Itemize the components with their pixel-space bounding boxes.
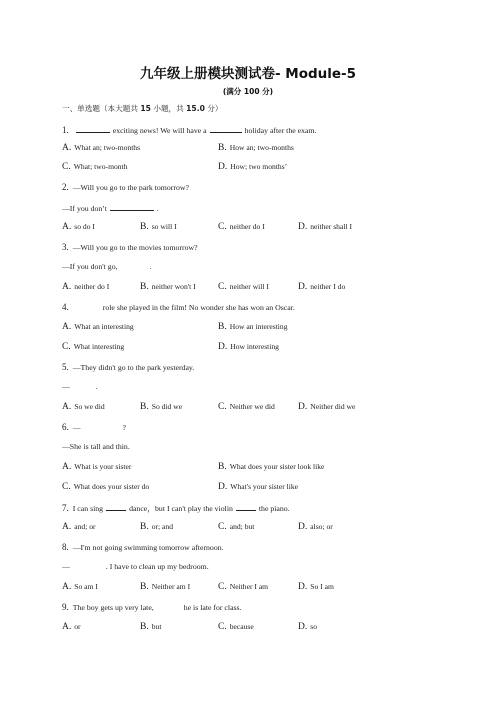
option-d[interactable] xyxy=(218,482,298,492)
question-text: —She is tall and thin. xyxy=(62,442,130,451)
option-b[interactable] xyxy=(140,222,177,232)
question-text: he is late for class. xyxy=(183,603,242,612)
option-text: Neither am I xyxy=(151,582,191,591)
option-text: or xyxy=(74,622,81,631)
question-4 xyxy=(62,302,295,313)
option-letter: B. xyxy=(218,462,227,472)
question-5-line2 xyxy=(62,382,98,392)
option-a[interactable] xyxy=(62,222,95,232)
option-d[interactable] xyxy=(298,402,355,412)
option-letter: D. xyxy=(298,402,308,412)
option-letter: D. xyxy=(218,162,228,172)
question-7 xyxy=(62,502,290,514)
option-letter: A. xyxy=(62,282,72,292)
question-text: dance，but I can't play the violin xyxy=(129,504,233,513)
option-letter: C. xyxy=(218,582,227,592)
question-6-line2 xyxy=(62,442,130,452)
answer-blank[interactable] xyxy=(106,502,126,511)
question-text: . xyxy=(149,262,152,271)
option-text: How interesting xyxy=(230,342,279,351)
question-number: 8. xyxy=(62,542,69,552)
answer-blank[interactable] xyxy=(76,124,110,133)
question-text: —If you don’t xyxy=(62,204,107,213)
option-text: because xyxy=(229,622,254,631)
option-letter: D. xyxy=(298,622,308,632)
option-c[interactable] xyxy=(62,482,149,492)
question-number: 4. xyxy=(62,302,69,312)
option-letter: A. xyxy=(62,143,72,153)
question-1 xyxy=(62,124,316,136)
section-prefix: 一、单选题（本大题共 xyxy=(62,104,141,113)
question-8-line2 xyxy=(62,562,209,572)
question-text: . I have to clean up my bedroom. xyxy=(105,562,209,571)
option-text: Neither I am xyxy=(229,582,269,591)
question-number: 9. xyxy=(62,602,69,612)
option-letter: A. xyxy=(62,622,72,632)
option-letter: C. xyxy=(218,522,227,532)
option-letter: D. xyxy=(218,482,228,492)
option-text: neither won't I xyxy=(151,282,196,291)
question-2-line2 xyxy=(62,202,159,214)
option-c[interactable] xyxy=(218,402,275,412)
question-3 xyxy=(62,242,198,253)
option-b[interactable] xyxy=(140,522,173,532)
option-letter: C. xyxy=(218,622,227,632)
question-text: the piano. xyxy=(258,504,290,513)
option-letter: C. xyxy=(62,482,71,492)
option-c[interactable] xyxy=(62,162,128,172)
option-letter: B. xyxy=(140,622,149,632)
option-letter: B. xyxy=(140,582,149,592)
option-c[interactable] xyxy=(218,222,265,232)
option-a[interactable] xyxy=(62,402,105,412)
total-score: 15.0 xyxy=(186,104,205,113)
option-b[interactable] xyxy=(218,462,324,472)
option-d[interactable] xyxy=(218,162,287,172)
option-text: so will I xyxy=(151,222,177,231)
option-text: or; and xyxy=(151,522,174,531)
question-count: 15 xyxy=(140,104,151,113)
option-a[interactable] xyxy=(62,282,109,292)
option-letter: B. xyxy=(140,522,149,532)
option-letter: A. xyxy=(62,522,72,532)
question-number: 2. xyxy=(62,182,69,192)
option-c[interactable] xyxy=(218,622,254,632)
option-a[interactable] xyxy=(62,582,98,592)
option-b[interactable] xyxy=(140,622,161,632)
score-note: (满分 100 分) xyxy=(222,87,274,96)
question-2 xyxy=(62,182,189,193)
option-d[interactable] xyxy=(298,222,352,232)
option-text: What does your sister do xyxy=(73,482,150,491)
question-text: I can sing xyxy=(72,504,104,513)
option-letter: D. xyxy=(298,582,308,592)
option-d[interactable] xyxy=(298,522,333,532)
question-text: — xyxy=(62,562,70,571)
option-d[interactable] xyxy=(298,622,317,632)
answer-blank[interactable] xyxy=(110,202,154,211)
option-text: What interesting xyxy=(73,342,125,351)
option-text: How an; two-months xyxy=(229,143,294,152)
option-letter: B. xyxy=(140,282,149,292)
option-text: so xyxy=(310,622,318,631)
option-text: and; but xyxy=(229,522,255,531)
option-text: What does your sister look like xyxy=(229,462,325,471)
option-b[interactable] xyxy=(218,143,294,153)
option-letter: B. xyxy=(140,222,149,232)
option-letter: A. xyxy=(62,322,72,332)
question-3-line2 xyxy=(62,262,152,272)
question-text: exciting news! We will have a xyxy=(112,126,207,135)
question-text: ? xyxy=(122,423,127,432)
option-text: Neither we did xyxy=(229,402,275,411)
option-text: neither do I xyxy=(74,282,110,291)
option-letter: B. xyxy=(218,322,227,332)
option-text: and; or xyxy=(74,522,96,531)
option-text: Neither did we xyxy=(310,402,356,411)
option-letter: D. xyxy=(218,342,228,352)
option-c[interactable] xyxy=(218,282,269,292)
option-text: How an interesting xyxy=(229,322,288,331)
question-number: 6. xyxy=(62,422,69,432)
option-c[interactable] xyxy=(62,342,124,352)
option-text: What; two-month xyxy=(73,162,128,171)
option-text: What an interesting xyxy=(74,322,134,331)
option-a[interactable] xyxy=(62,143,140,153)
question-text: role she played in the film! No wonder she has won an Oscar. xyxy=(102,303,295,312)
question-text: —Will you go to the movies tomorrow? xyxy=(72,243,198,252)
option-text: so do I xyxy=(74,222,95,231)
option-letter: B. xyxy=(140,402,149,412)
option-letter: A. xyxy=(62,462,72,472)
question-text: — xyxy=(62,382,70,391)
option-b[interactable] xyxy=(140,402,182,412)
option-letter: C. xyxy=(62,162,71,172)
option-a[interactable] xyxy=(62,522,96,532)
option-text: How; two months’ xyxy=(230,162,288,171)
question-text: — xyxy=(72,423,81,432)
option-text: neither shall I xyxy=(310,222,353,231)
option-letter: A. xyxy=(62,222,72,232)
option-text: also; or xyxy=(310,522,333,531)
option-text: What is your sister xyxy=(74,462,132,471)
option-text: So I am xyxy=(310,582,334,591)
option-text: So we did xyxy=(74,402,105,411)
option-letter: C. xyxy=(218,222,227,232)
option-b[interactable] xyxy=(218,322,288,332)
option-d[interactable] xyxy=(298,582,334,592)
option-a[interactable] xyxy=(62,622,81,632)
option-letter: B. xyxy=(218,143,227,153)
answer-blank[interactable] xyxy=(236,502,256,511)
section-heading xyxy=(62,104,223,114)
option-text: What an; two-months xyxy=(74,143,141,152)
option-letter: C. xyxy=(62,342,71,352)
question-text: —I'm not going swimming tomorrow afternoon. xyxy=(72,543,224,552)
option-text: but xyxy=(151,622,162,631)
option-c[interactable] xyxy=(218,522,254,532)
option-a[interactable] xyxy=(62,462,131,472)
question-8 xyxy=(62,542,224,553)
option-letter: C. xyxy=(218,282,227,292)
question-text: The boy gets up very late, xyxy=(72,603,154,612)
option-c[interactable] xyxy=(218,582,268,592)
question-5 xyxy=(62,362,194,373)
question-number: 5. xyxy=(62,362,69,372)
page-title: 九年级上册模块测试卷- Module-5 xyxy=(139,66,357,82)
option-b[interactable] xyxy=(140,582,190,592)
option-text: neither I do xyxy=(310,282,346,291)
section-suffix: 分） xyxy=(204,104,223,113)
option-d[interactable] xyxy=(218,342,279,352)
option-b[interactable] xyxy=(140,282,196,292)
question-text: holiday after the exam. xyxy=(244,126,317,135)
question-6 xyxy=(62,422,126,433)
question-number: 7. xyxy=(62,503,69,513)
question-text: —They didn't go to the park yesterday. xyxy=(72,363,195,372)
question-text: —Will you go to the park tomorrow? xyxy=(72,183,189,192)
option-text: neither do I xyxy=(229,222,265,231)
option-text: So am I xyxy=(74,582,98,591)
option-letter: D. xyxy=(298,282,308,292)
question-number: 3. xyxy=(62,242,69,252)
section-mid: 小题，共 xyxy=(150,104,187,113)
question-text: —If you don't go, xyxy=(62,262,118,271)
option-letter: D. xyxy=(298,222,308,232)
option-text: neither will I xyxy=(229,282,269,291)
option-a[interactable] xyxy=(62,322,134,332)
option-letter: C. xyxy=(218,402,227,412)
option-text: What's your sister like xyxy=(230,482,299,491)
question-text: . xyxy=(156,204,159,213)
option-letter: A. xyxy=(62,582,72,592)
option-d[interactable] xyxy=(298,282,345,292)
option-text: So did we xyxy=(151,402,183,411)
answer-blank[interactable] xyxy=(210,124,242,133)
question-text: . xyxy=(95,382,98,391)
option-letter: A. xyxy=(62,402,72,412)
question-number: 1. xyxy=(62,125,69,135)
question-9 xyxy=(62,602,242,613)
option-letter: D. xyxy=(298,522,308,532)
